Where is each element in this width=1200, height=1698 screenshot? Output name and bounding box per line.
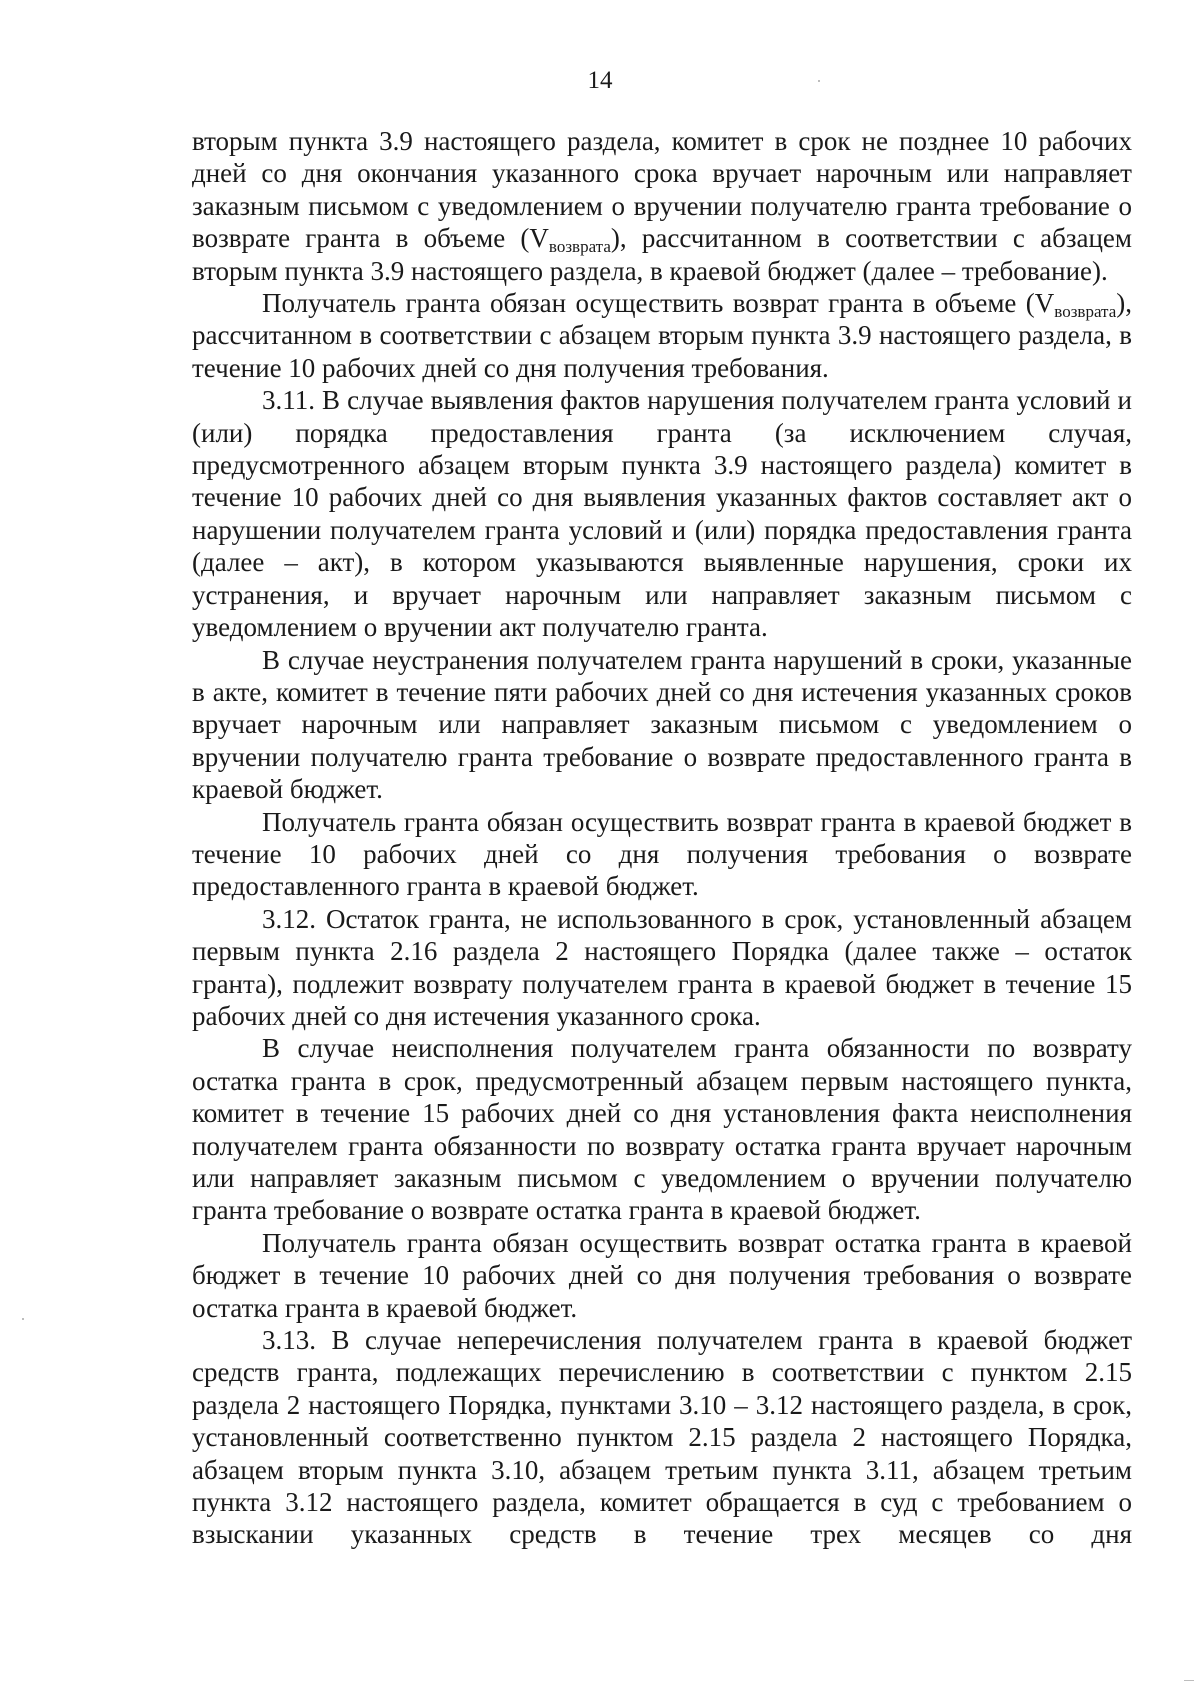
paragraph-text: ), рассчитанном в соответствии с абзацем вторым пункта 3.9 настоящего раздела, в течение 10 рабочих дней со дня получения требования. [192,288,1132,383]
subscript-vozvrata: возврата [548,237,611,257]
document-body [192,125,1132,1551]
paragraph-non-fulfillment: В случае неисполнения получателем гранта обязанности по возврату остатка гранта в срок, предусмотренный абзацем первым настоящего пункта, комитет в течение 15 рабочих дней со дня установления факта неисполнения получателем гранта обязанности по возврату остатка гранта вручает нарочным или направляет заказным письмом с уведомлением о вручении получателю гранта требование о возврате остатка гранта в краевой бюджет. [192,1033,1132,1226]
paragraph-non-elimination: В случае неустранения получателем гранта нарушений в сроки, указанные в акте, комитет в течение пяти рабочих дней со дня истечения указанных сроков вручает нарочным или направляет заказным письмом с уведомлением о вручении получателю гранта требование о возврате предоставленного гранта в краевой бюджет. [192,644,1132,805]
clause-3-11: 3.11. В случае выявления фактов нарушения получателем гранта условий и (или) порядка предоставления гранта (за исключением случая, предусмотренного абзацем вторым пункта 3.9 настоящего раздела) комитет в течение 10 рабочих дней со дня выявления указанных фактов составляет акт о нарушении получателем гранта условий и (или) порядка предоставления гранта (далее – акт), в котором указываются выявленные нарушения, сроки их устранения, и вручает нарочным или направляет заказным письмом с уведомлением о вручении акт получателю гранта. [192,385,1132,643]
paragraph-remainder-return: Получатель гранта обязан осуществить возврат остатка гранта в краевой бюджет в течение 10 рабочих дней со дня получения требования о возврате остатка гранта в краевой бюджет. [192,1227,1132,1323]
scan-speck [818,80,820,82]
paragraph-continuation [192,125,1132,287]
clause-3-12: 3.12. Остаток гранта, не использованного в срок, установленный абзацем первым пункта 2.16 раздела 2 настоящего Порядка (далее также – остаток гранта), подлежит возврату получателем гранта в краевой бюджет в течение 15 рабочих дней со дня истечения указанного срока. [192,903,1132,1031]
paragraph-text: ), рассчитанном в соответствии с абзацем вторым пункта 3.9 настоящего раздела, в краевой бюджет (далее – требование). [192,223,1132,286]
paragraph-return-obligation: Получатель гранта обязан осуществить возврат гранта в краевой бюджет в течение 10 рабочих дней со дня получения требования о возврате предоставленного гранта в краевой бюджет. [192,806,1132,902]
clause-3-13: 3.13. В случае неперечисления получателем гранта в краевой бюджет средств гранта, подлежащих перечислению в соответствии с пунктом 2.15 раздела 2 настоящего Порядка, пунктами 3.10 – 3.12 настоящего раздела, в срок, установленный соответственно пунктом 2.15 раздела 2 настоящего Порядка, абзацем вторым пункта 3.10, абзацем третьим пункта 3.11, абзацем третьим пункта 3.12 настоящего раздела, комитет обращается в суд с требованием о взыскании указанных средств в течение трех месяцев со дня [192,1325,1132,1550]
scan-edge-mark [1184,1680,1194,1681]
subscript-vozvrata: возврата [1054,302,1117,322]
paragraph-text: Получатель гранта обязан осуществить возврат гранта в объеме (V [262,288,1055,319]
page-number: 14 [587,67,613,94]
scan-speck [22,1318,24,1320]
paragraph-text: вторым пункта 3.9 настоящего раздела, комитет в срок не позднее 10 рабочих дней со дня окончания указанного срока вручает нарочным или направляет заказным письмом с уведомлением о вручении получателю гранта требование о возврате гранта в объеме (V [192,126,1132,254]
paragraph-obligation [192,287,1132,384]
